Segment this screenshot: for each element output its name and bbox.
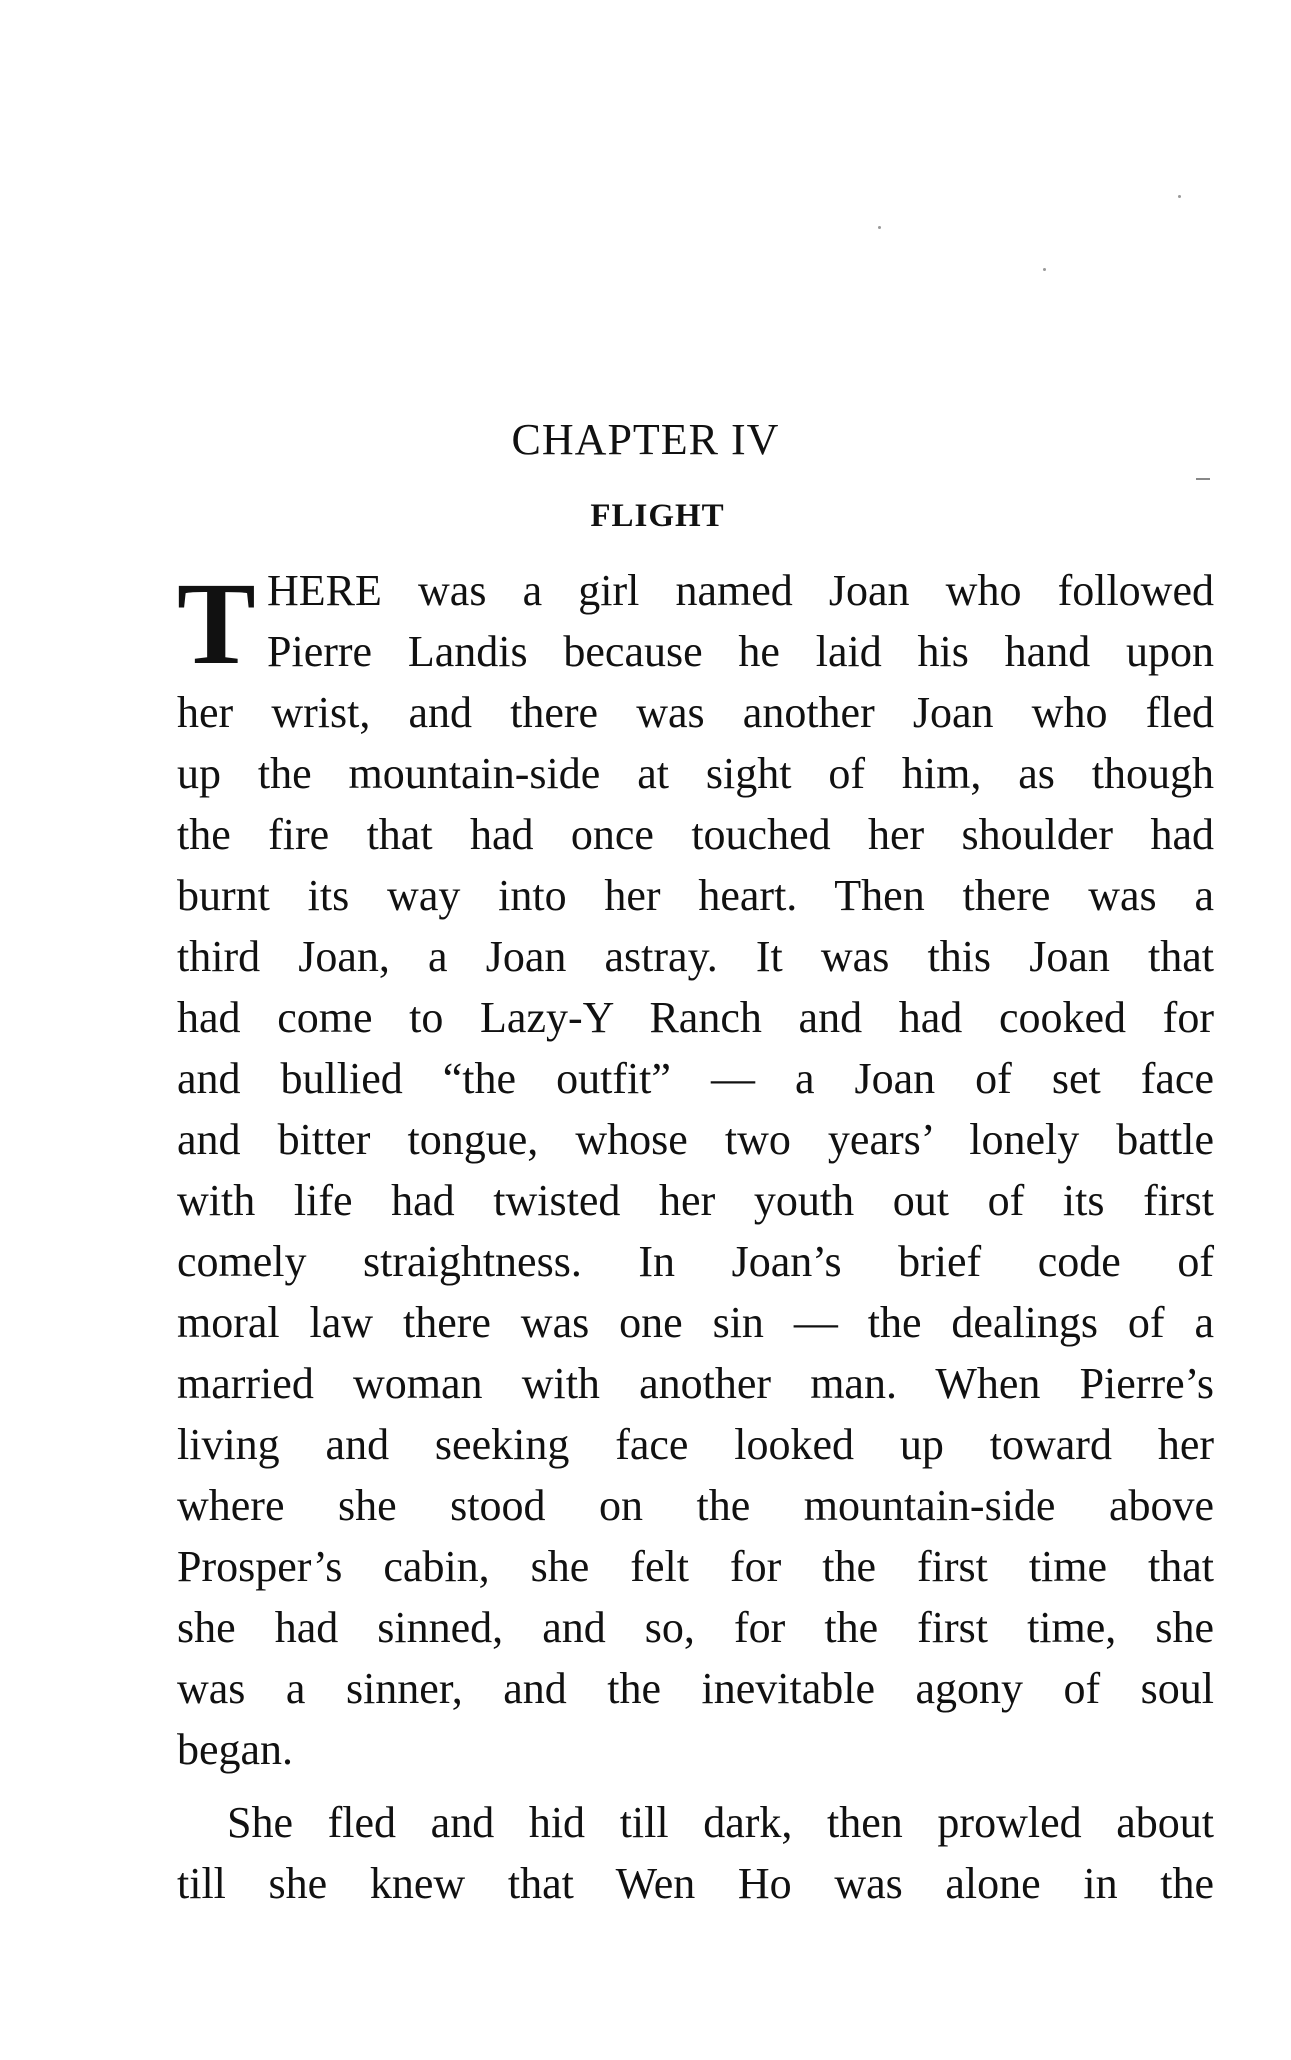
text-line: HERE was a girl named Joan who followed <box>267 566 1214 615</box>
paper-speck <box>878 226 881 229</box>
text-line: and bitter tongue, whose two years’ lonely battle <box>177 1115 1214 1164</box>
paragraph-2 <box>177 1792 1214 1914</box>
text-line: with life had twisted her youth out of its first <box>177 1176 1214 1225</box>
chapter-subtitle: FLIGHT <box>590 498 725 534</box>
text-line: Prosper’s cabin, she felt for the first time that <box>177 1542 1214 1591</box>
paper-speck <box>1178 195 1181 198</box>
text-line: the fire that had once touched her shoulder had <box>177 810 1214 859</box>
paragraph-1 <box>177 560 1214 1780</box>
text-line: burnt its way into her heart. Then there was a <box>177 871 1214 920</box>
text-line: Pierre Landis because he laid his hand upon <box>267 627 1214 676</box>
text-line: She fled and hid till dark, then prowled about <box>227 1798 1214 1847</box>
text-line: her wrist, and there was another Joan who fled <box>177 688 1214 737</box>
text-line: third Joan, a Joan astray. It was this Joan that <box>177 932 1214 981</box>
paper-mark <box>1196 478 1210 480</box>
text-line: living and seeking face looked up toward her <box>177 1420 1214 1469</box>
paragraph-gap <box>177 1780 1214 1792</box>
text-line: till she knew that Wen Ho was alone in the <box>177 1859 1214 1908</box>
text-line: moral law there was one sin — the dealings of a <box>177 1298 1214 1347</box>
text-line: had come to Lazy-Y Ranch and had cooked for <box>177 993 1214 1042</box>
text-line: up the mountain-side at sight of him, as though <box>177 749 1214 798</box>
paper-speck <box>1043 268 1046 271</box>
body-text <box>177 560 1214 1914</box>
text-line: and bullied “the outfit” — a Joan of set face <box>177 1054 1214 1103</box>
chapter-heading: CHAPTER IV <box>511 415 780 464</box>
text-line: comely straightness. In Joan’s brief code of <box>177 1237 1214 1286</box>
text-line: married woman with another man. When Pierre’s <box>177 1359 1214 1408</box>
text-line: she had sinned, and so, for the first time, she <box>177 1603 1214 1652</box>
text-line: where she stood on the mountain-side above <box>177 1481 1214 1530</box>
text-line: began. <box>177 1725 294 1774</box>
drop-cap: T <box>177 558 256 689</box>
text-line: was a sinner, and the inevitable agony of soul <box>177 1664 1214 1713</box>
